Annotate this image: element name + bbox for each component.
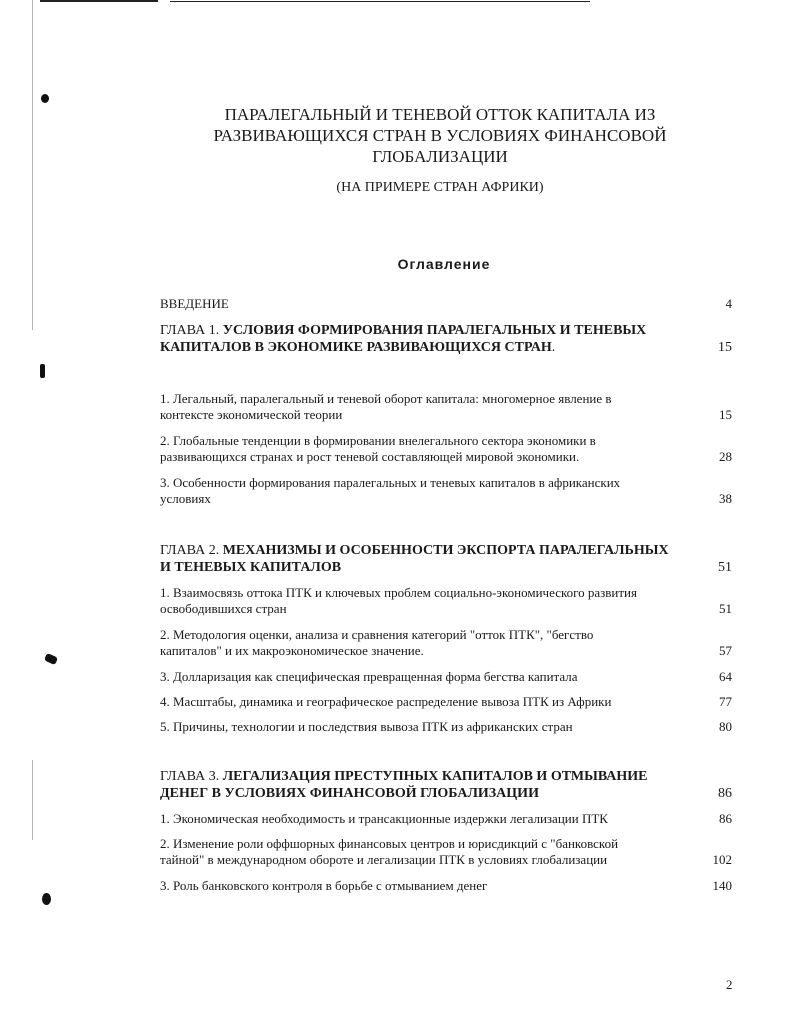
- toc-entry-intro: [160, 296, 732, 312]
- toc-entry-text: 3. Особенности формирования паралегальных и теневых капиталов в африканских: [160, 475, 621, 490]
- toc-page-number: 38: [719, 491, 732, 506]
- toc-section-1-2: [160, 433, 732, 465]
- chapter-title-trail: .: [551, 340, 556, 355]
- chapter-prefix: ГЛАВА 1.: [160, 323, 223, 338]
- toc-entry-text: 3. Роль банковского контроля в борьбе с отмыванием денег: [160, 878, 488, 893]
- toc-entry-text: контексте экономической теории: [160, 407, 343, 422]
- toc-entry-text: 2. Изменение роли оффшорных финансовых центров и юрисдикций с "банковской: [160, 836, 619, 851]
- toc-section-3-2: [160, 836, 732, 868]
- toc-entry-text: 4. Масштабы, динамика и географическое распределение вывоза ПТК из Африки: [160, 694, 612, 709]
- scan-edge-mark: [40, 0, 158, 2]
- toc-page-number: 86: [719, 811, 732, 826]
- toc-entry-text: ВВЕДЕНИЕ: [160, 296, 229, 311]
- chapter-title-line: ЛЕГАЛИЗАЦИЯ ПРЕСТУПНЫХ КАПИТАЛОВ И ОТМЫВАНИЕ: [222, 769, 648, 784]
- scan-speck: [44, 653, 58, 665]
- page-number: 2: [726, 977, 733, 992]
- toc-entry-text: развивающихся странах и рост теневой составляющей мировой экономики.: [160, 449, 580, 464]
- toc-page-number: 57: [719, 643, 732, 658]
- chapter-title-line: КАПИТАЛОВ В ЭКОНОМИКЕ РАЗВИВАЮЩИХСЯ СТРАН: [160, 340, 552, 355]
- title-line: ПАРАЛЕГАЛЬНЫЙ И ТЕНЕВОЙ ОТТОК КАПИТАЛА ИЗ: [224, 105, 656, 124]
- toc-entry-text: 5. Причины, технологии и последствия вывоза ПТК из африканских стран: [160, 719, 573, 734]
- toc-page-number: 51: [719, 601, 732, 616]
- toc-chapter-3: [160, 768, 732, 802]
- toc-entry-text: условиях: [160, 491, 211, 506]
- toc-chapter-1: [160, 322, 732, 356]
- toc-page-number: 64: [719, 669, 732, 684]
- toc-entry-text: 3. Долларизация как специфическая превращенная форма бегства капитала: [160, 669, 578, 684]
- toc-page-number: 102: [712, 852, 732, 867]
- toc-section-1-1: [160, 391, 732, 423]
- toc-page-number: 77: [719, 694, 732, 709]
- toc-section-2-3: [160, 669, 732, 685]
- toc-chapter-2: [160, 542, 732, 576]
- toc-page-number: 80: [719, 719, 732, 734]
- toc-heading: Оглавление: [397, 256, 491, 272]
- toc-section-2-4: [160, 694, 732, 710]
- scan-margin-line: [32, 760, 33, 840]
- toc-page-number: 15: [719, 407, 732, 422]
- scan-speck: [42, 893, 51, 905]
- toc-entry-text: 1. Экономическая необходимость и трансакционные издержки легализации ПТК: [160, 811, 608, 826]
- scan-edge-mark: [170, 1, 590, 2]
- toc-entry-text: 1. Легальный, паралегальный и теневой оборот капитала: многомерное явление в: [160, 391, 612, 406]
- toc-page-number: 86: [718, 786, 732, 801]
- scan-speck: [40, 364, 45, 378]
- toc-page-number: 51: [718, 560, 732, 575]
- document-title: [160, 104, 720, 167]
- chapter-prefix: ГЛАВА 2.: [160, 543, 223, 558]
- toc-entry-text: капиталов" и их макроэкономическое значение.: [160, 643, 424, 658]
- chapter-title-line: И ТЕНЕВЫХ КАПИТАЛОВ: [160, 560, 342, 575]
- toc-page-number: 4: [725, 296, 732, 311]
- toc-section-3-1: [160, 811, 732, 827]
- chapter-prefix: ГЛАВА 3.: [160, 769, 223, 784]
- toc-page-number: 15: [718, 340, 732, 355]
- toc-page-number: 140: [712, 878, 732, 893]
- chapter-title-line: ДЕНЕГ В УСЛОВИЯХ ФИНАНСОВОЙ ГЛОБАЛИЗАЦИИ: [160, 786, 539, 801]
- toc-entry-text: 1. Взаимосвязь оттока ПТК и ключевых проблем социально-экономического развития: [160, 585, 637, 600]
- toc-section-3-3: [160, 878, 732, 894]
- chapter-title-line: УСЛОВИЯ ФОРМИРОВАНИЯ ПАРАЛЕГАЛЬНЫХ И ТЕНЕВЫХ: [222, 323, 647, 338]
- toc-entry-text: 2. Методология оценки, анализа и сравнения категорий "отток ПТК", "бегство: [160, 627, 594, 642]
- scan-speck: [41, 94, 49, 103]
- toc-page-number: 28: [719, 449, 732, 464]
- title-line: РАЗВИВАЮЩИХСЯ СТРАН В УСЛОВИЯХ ФИНАНСОВОЙ: [213, 126, 667, 145]
- toc-section-1-3: [160, 475, 732, 507]
- toc-entry-text: тайной" в международном обороте и легализации ПТК в условиях глобализации: [160, 852, 608, 867]
- toc-section-2-5: [160, 719, 732, 735]
- chapter-title-line: МЕХАНИЗМЫ И ОСОБЕННОСТИ ЭКСПОРТА ПАРАЛЕГАЛЬНЫХ: [222, 543, 669, 558]
- toc-entry-text: 2. Глобальные тенденции в формировании внелегального сектора экономики в: [160, 433, 596, 448]
- toc-section-2-1: [160, 585, 732, 617]
- toc-entry-text: освободившихся стран: [160, 601, 287, 616]
- title-line: ГЛОБАЛИЗАЦИИ: [372, 147, 508, 166]
- toc-section-2-2: [160, 627, 732, 659]
- document-subtitle: (НА ПРИМЕРЕ СТРАН АФРИКИ): [336, 180, 544, 195]
- scan-margin-line: [32, 0, 33, 330]
